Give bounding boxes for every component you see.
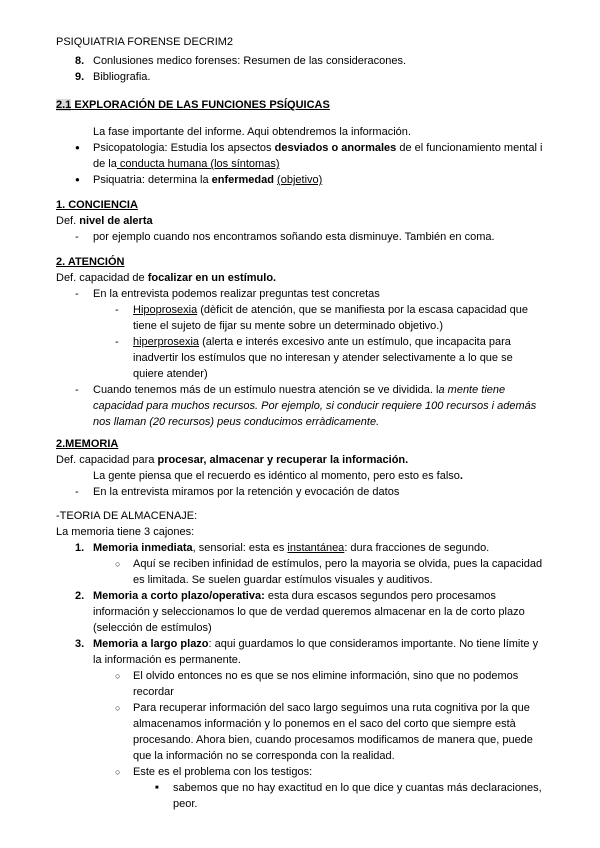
list-marker-icon: ○ <box>115 703 121 713</box>
list-marker-icon: 9. <box>75 71 85 83</box>
text-run: hiperprosexia <box>133 336 200 348</box>
para-tres-cajones <box>56 524 546 540</box>
text-run: Memoria a corto plazo/operativa: <box>93 590 265 602</box>
document-title <box>56 34 546 50</box>
list-marker-icon: - <box>75 384 79 396</box>
heading-atencion <box>56 254 546 270</box>
text-run: Conlusiones medico forenses: Resumen de las consideracones. <box>93 55 407 67</box>
para-def-memoria <box>56 452 546 468</box>
text-run: , sensorial: esta es <box>192 542 288 554</box>
text-run: Cuando tenemos más de un estímulo nuestra atención se ve dividida. l <box>93 384 439 396</box>
text-run: procesar, almacenar y recuperar la información. <box>157 454 409 466</box>
text-run: . <box>459 470 463 482</box>
text-run: Hipoprosexia <box>133 304 198 316</box>
dash-ejemplo-coma <box>56 229 546 245</box>
text-run: En la entrevista podemos realizar preguntas test concretas <box>93 288 380 300</box>
text-run: 2.1 <box>56 99 72 111</box>
bullet-psicopatologia <box>56 140 546 172</box>
list-marker-icon: 2. <box>75 590 85 602</box>
list-marker-icon: ○ <box>115 671 121 681</box>
list-item-9 <box>56 69 546 85</box>
heading-exploracion <box>56 97 546 113</box>
bullet-psiquiatria <box>56 172 546 188</box>
text-run: sabemos que no hay exactitud en lo que dice y cuantas más declaraciones, peor. <box>173 782 542 810</box>
text-run: Def. <box>56 215 80 227</box>
dash-hipoprosexia <box>56 302 546 334</box>
text-run: Def. capacidad para <box>56 454 158 466</box>
num-memoria-inmediata <box>56 540 546 556</box>
text-run: Memoria inmediata <box>93 542 193 554</box>
text-run: El olvido entonces no es que se nos elimine información, sino que no podemos recordar <box>133 670 519 698</box>
circle-problema-testigos <box>56 764 546 780</box>
text-run: La gente piensa que el recuerdo es idéntico al momento, pero esto es falso <box>93 470 460 482</box>
list-marker-icon: - <box>75 486 79 498</box>
text-run: (objetivo) <box>277 174 323 186</box>
text-run: (alerta e interés excesivo ante un estímulo, que incapacita para inadvertir los estímulos que no interesan y atender selectivamente a lo que se quiere atender) <box>133 336 513 380</box>
list-marker-icon: ● <box>75 143 80 152</box>
list-marker-icon: - <box>75 231 79 243</box>
list-marker-icon: ○ <box>115 559 121 569</box>
text-run: La memoria tiene 3 cajones: <box>56 526 195 538</box>
list-marker-icon: 3. <box>75 638 85 650</box>
text-run: por ejemplo cuando nos encontramos soñando esta disminuye. También en coma. <box>93 231 495 243</box>
text-run: de el funcionamiento mental i de la <box>93 142 543 170</box>
text-run: 2. ATENCIÓN <box>56 256 125 268</box>
text-run: Este es el problema con los testigos: <box>133 766 313 778</box>
text-run: -TEORIA DE ALMACENAJE: <box>56 510 198 522</box>
text-run: esta dura escasos segundos pero procesamos información y seleccionamos lo que de verdad queremos almacenar en la de corto plazo (selección de estímulos) <box>93 590 525 634</box>
text-run: 1. CONCIENCIA <box>56 199 138 211</box>
para-recuerdo-falso <box>56 468 546 484</box>
text-run: enfermedad <box>211 174 274 186</box>
para-la-fase <box>56 124 546 140</box>
list-marker-icon: ● <box>75 175 80 184</box>
text-run: : aqui guardamos lo que consideramos importante. No tiene límite y la información es permanente. <box>93 638 539 666</box>
list-marker-icon: - <box>75 288 79 300</box>
text-run: La fase importante del informe. Aqui obtendremos la información. <box>93 126 411 138</box>
para-def-atencion <box>56 270 546 286</box>
list-marker-icon: ○ <box>115 767 121 777</box>
text-run: : dura fracciones de segundo. <box>344 542 490 554</box>
circle-capacidad-limitada <box>56 556 546 588</box>
list-marker-icon: - <box>115 304 119 316</box>
circle-olvido <box>56 668 546 700</box>
text-run: En la entrevista miramos por la retención y evocación de datos <box>93 486 400 498</box>
text-run: EXPLORACIÓN DE LAS FUNCIONES PSÍQUICAS <box>74 99 330 111</box>
text-run: nivel de alerta <box>79 215 153 227</box>
text-run: Bibliografia. <box>93 71 151 83</box>
list-marker-icon: ■ <box>155 785 159 791</box>
list-marker-icon: 1. <box>75 542 85 554</box>
heading-memoria <box>56 436 546 452</box>
list-marker-icon: 8. <box>75 55 85 67</box>
text-run: Aquí se reciben infinidad de estímulos, pero la mayoria se olvida, pues la capacidad es limitada. Se suelen guardar estímulos visuales y auditivos. <box>133 558 543 586</box>
dash-entrevista-test <box>56 286 546 302</box>
list-marker-icon: - <box>115 336 119 348</box>
text-run: Def. capacidad de <box>56 272 148 284</box>
num-memoria-largo-plazo <box>56 636 546 668</box>
text-run: Psicopatologia: Estudia los apsectos <box>93 142 275 154</box>
text-run: desviados o anormales <box>274 142 397 154</box>
document-content <box>56 34 546 812</box>
text-run: Para recuperar información del saco largo seguimos una ruta cognitiva por la que almacenamos información y lo ponemos en el saco del corto que siempre està procesando. Ahora bien, cuando procesamos modificamos de manera que, puede que la información no se corresponda con la realidad. <box>133 702 533 762</box>
circle-ruta-cognitiva <box>56 700 546 764</box>
dash-retencion-evocacion <box>56 484 546 500</box>
text-run: PSIQUIATRIA FORENSE DECRIM2 <box>56 36 234 48</box>
text-run: instantánea <box>287 542 345 554</box>
text-run: conducta humana (los síntomas) <box>116 158 280 170</box>
text-run: 2.MEMORIA <box>56 438 119 450</box>
square-no-exactitud <box>56 780 546 812</box>
text-run: Psiquatria: determina la <box>93 174 212 186</box>
text-run: focalizar en un estímulo. <box>147 272 277 284</box>
para-teoria-almacenaje <box>56 508 546 524</box>
text-run: a mente tiene capacidad para muchos recursos. Por ejemplo, si conducir requiere 100 recursos i además nos llaman (20 recursos) peus conducimos erràdicamente. <box>93 384 537 428</box>
num-memoria-corto-plazo <box>56 588 546 636</box>
text-run: (dèficit de atención, que se manifiesta por la escasa capacidad que tiene el sujeto de fijar su mente sobre un determinado objetivo.) <box>133 304 529 332</box>
para-def-conciencia <box>56 213 546 229</box>
heading-conciencia <box>56 197 546 213</box>
text-run: Memoria a largo plazo <box>93 638 209 650</box>
dash-hiperprosexia <box>56 334 546 382</box>
list-item-8 <box>56 53 546 69</box>
dash-atencion-dividida <box>56 382 546 430</box>
